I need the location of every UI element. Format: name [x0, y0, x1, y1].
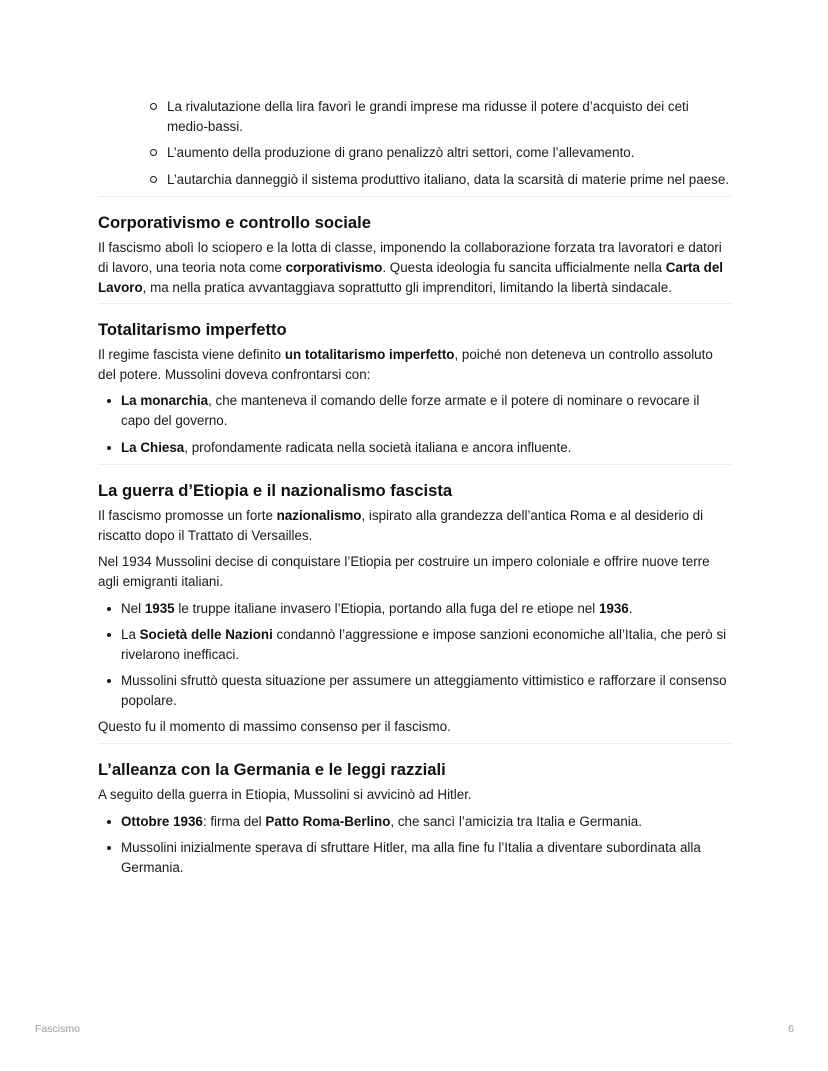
document-body — [98, 97, 732, 884]
bold-term: Carta del Lavoro — [98, 259, 724, 295]
list-item: La rivalutazione della lira favorì le grandi imprese ma ridusse il potere d’acquisto dei ceti medio-bassi. — [167, 97, 732, 136]
economy-sub-list — [98, 97, 732, 189]
list-item — [121, 599, 732, 619]
list-item — [121, 391, 732, 430]
text-run: . — [628, 600, 633, 616]
section-divider — [98, 303, 732, 304]
section-heading: La guerra d’Etiopia e il nazionalismo fascista — [98, 481, 453, 501]
bold-term: La Chiesa — [121, 439, 185, 455]
bold-term: Patto Roma-Berlino — [265, 813, 391, 829]
footer-page-number: 6 — [788, 1023, 794, 1035]
section-heading: Totalitarismo imperfetto — [98, 320, 287, 340]
paragraph — [98, 238, 732, 297]
paragraph — [98, 506, 732, 545]
paragraph: Nel 1934 Mussolini decise di conquistare l’Etiopia per costruire un impero coloniale e offrire nuove terre agli emigranti italiani. — [98, 554, 710, 589]
list-item — [121, 438, 732, 458]
text-run: , ispirato alla grandezza dell’antica Roma e al desiderio di riscatto dopo il Trattato di Versailles. — [98, 508, 704, 543]
text-run: . Questa ideologia fu sancita ufficialmente nella — [382, 259, 666, 275]
text-run: Il regime fascista viene definito — [98, 347, 285, 363]
bullet-list — [98, 812, 732, 878]
bold-term: Società delle Nazioni — [139, 627, 273, 643]
section-divider — [98, 743, 732, 744]
section-etiopia — [98, 480, 732, 737]
bold-term: nazionalismo — [276, 508, 362, 524]
text-run: , ma nella pratica avvantaggiava soprattutto gli imprenditori, limitando la libertà sindacale. — [142, 279, 672, 295]
list-item: Mussolini sfruttò questa situazione per assumere un atteggiamento vittimistico e rafforzare il consenso popolare. — [121, 671, 732, 710]
paragraph: Questo fu il momento di massimo consenso per il fascismo. — [98, 719, 451, 735]
text-run: Il fascismo promosse un forte — [98, 508, 277, 524]
paragraph — [98, 345, 732, 384]
section-divider — [98, 196, 732, 197]
text-run: , che manteneva il comando delle forze armate e il potere di nominare o revocare il capo del governo. — [121, 393, 700, 428]
text-run: Nel — [121, 600, 145, 616]
footer-document-title: Fascismo — [35, 1023, 80, 1035]
bold-term: 1935 — [144, 600, 175, 616]
list-item — [121, 625, 732, 664]
bold-term: La monarchia — [121, 393, 209, 409]
bullet-list — [98, 391, 732, 457]
section-heading: L’alleanza con la Germania e le leggi razziali — [98, 760, 446, 780]
bold-term: un totalitarismo imperfetto — [284, 347, 455, 363]
bold-term: Ottobre 1936 — [121, 813, 203, 829]
section-totalitarismo — [98, 319, 732, 457]
text-run: La — [121, 627, 140, 643]
list-item: Mussolini inizialmente sperava di sfruttare Hitler, ma alla fine fu l’Italia a diventare subordinata alla Germania. — [121, 838, 732, 877]
section-corporativismo — [98, 212, 732, 297]
text-run: le truppe italiane invasero l’Etiopia, portando alla fuga del re etiope nel — [174, 600, 599, 616]
list-item: L’aumento della produzione di grano penalizzò altri settori, come l’allevamento. — [167, 143, 732, 163]
text-run: condannò l’aggressione e impose sanzioni economiche all’Italia, che però si rivelarono inefficaci. — [121, 627, 727, 662]
section-alleanza — [98, 759, 732, 877]
text-run: Il fascismo abolì lo sciopero e la lotta di classe, imponendo la collaborazione forzata tra lavoratori e datori di lavoro, una teoria nota come — [98, 240, 722, 275]
bold-term: corporativismo — [285, 259, 383, 275]
section-divider — [98, 464, 732, 465]
paragraph: A seguito della guerra in Etiopia, Mussolini si avvicinò ad Hitler. — [98, 787, 472, 803]
text-run: , che sancì l’amicizia tra Italia e Germania. — [390, 813, 642, 829]
bold-term: 1936 — [598, 600, 629, 616]
bullet-list — [98, 599, 732, 711]
text-run: , profondamente radicata nella società italiana e ancora influente. — [184, 439, 572, 455]
section-heading: Corporativismo e controllo sociale — [98, 213, 371, 233]
text-run: : firma del — [202, 813, 266, 829]
list-item: L’autarchia danneggiò il sistema produttivo italiano, data la scarsità di materie prime nel paese. — [167, 170, 732, 190]
text-run: , poiché non deteneva un controllo assoluto del potere. Mussolini doveva confrontarsi con: — [98, 347, 713, 382]
list-item — [121, 812, 732, 832]
